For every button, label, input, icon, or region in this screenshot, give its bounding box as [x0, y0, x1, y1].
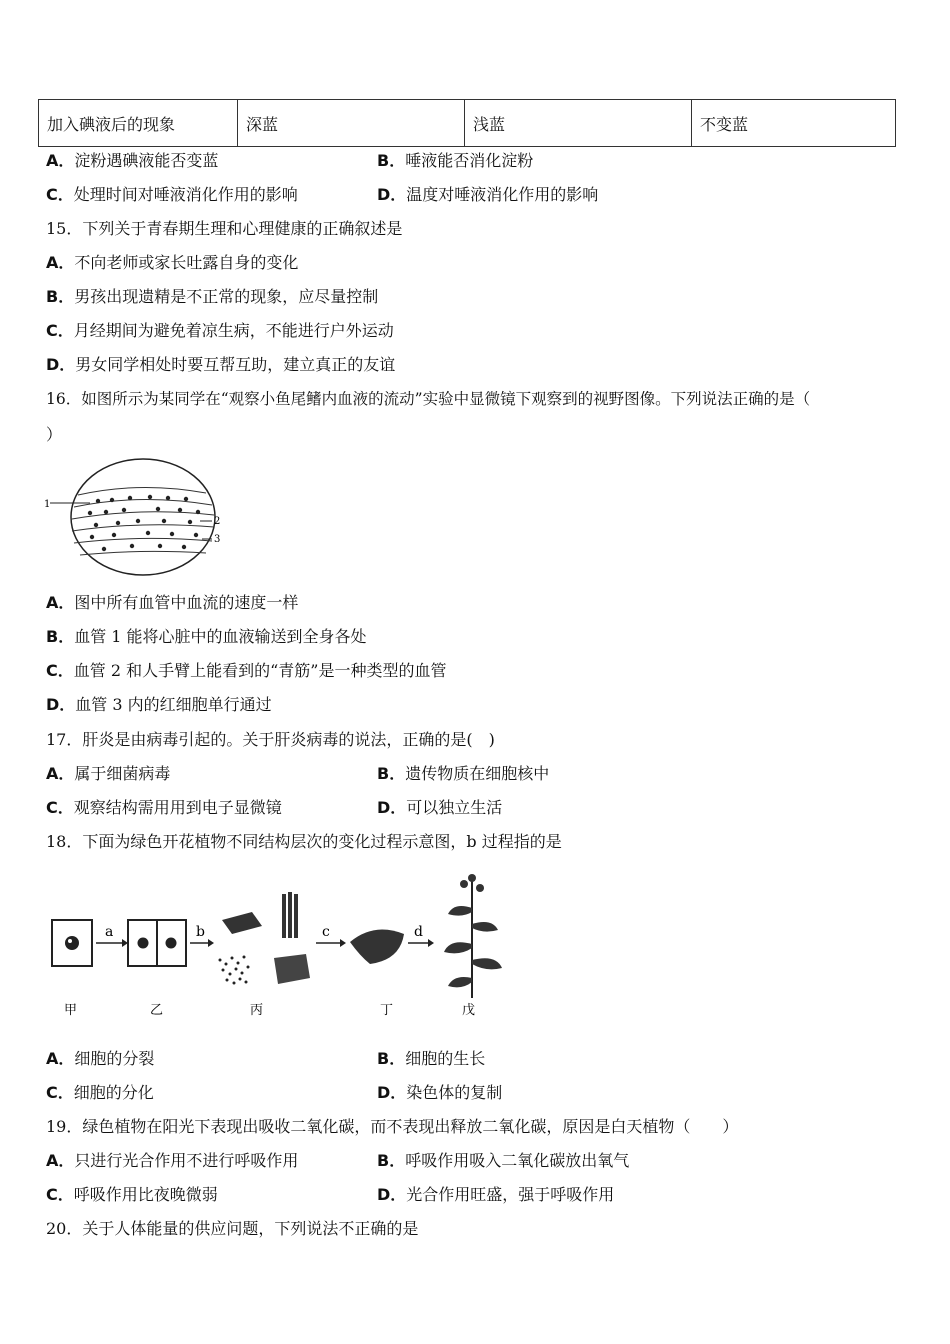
stage-label: 丁 [380, 1003, 394, 1018]
q16-stem: 16．如图所示为某同学在“观察小鱼尾鳍内血液的流动”实验中显微镜下观察到的视野图像。下列说法正确的是（ [46, 390, 811, 408]
figure-label: 1 [44, 499, 51, 510]
q16-option-d: D．血管 3 内的红细胞单行通过 [46, 695, 272, 714]
q17-option-a: A．属于细菌病毒 [46, 764, 171, 783]
arrow-label: a [105, 924, 114, 940]
result-table [38, 99, 896, 147]
q14-option-b: B．唾液能否消化淀粉 [377, 151, 534, 170]
q19-option-d: D．光合作用旺盛，强于呼吸作用 [377, 1185, 615, 1204]
q18-option-b: B．细胞的生长 [377, 1049, 486, 1068]
q20-stem: 20．关于人体能量的供应问题，下列说法不正确的是 [46, 1219, 419, 1238]
stage-label: 乙 [150, 1003, 164, 1018]
q18-option-a: A．细胞的分裂 [46, 1049, 155, 1068]
q18-option-d: D．染色体的复制 [377, 1083, 503, 1102]
q18-option-c: C．细胞的分化 [46, 1083, 154, 1102]
plant-structure-levels-figure [44, 868, 509, 1020]
q18-stem: 18．下面为绿色开花植物不同结构层次的变化过程示意图，b 过程指的是 [46, 832, 562, 851]
table-cell: 浅蓝 [465, 100, 692, 147]
q19-stem: 19．绿色植物在阳光下表现出吸收二氧化碳，而不表现出释放二氧化碳，原因是白天植物（ ） [46, 1117, 739, 1136]
stage-label: 戊 [462, 1003, 476, 1018]
arrow-label: c [322, 924, 330, 940]
q16-option-c: C．血管 2 和人手臂上能看到的“青筋”是一种类型的血管 [46, 661, 447, 680]
q19-option-b: B．呼吸作用吸入二氧化碳放出氧气 [377, 1151, 630, 1170]
stage-label: 甲 [64, 1003, 78, 1018]
q15-stem: 15．下列关于青春期生理和心理健康的正确叙述是 [46, 219, 403, 238]
q17-option-d: D．可以独立生活 [377, 798, 503, 817]
q19-option-c: C．呼吸作用比夜晚微弱 [46, 1185, 218, 1204]
q15-option-d: D．男女同学相处时要互帮互助，建立真正的友谊 [46, 355, 396, 374]
q17-option-c: C．观察结构需用用到电子显微镜 [46, 798, 282, 817]
q17-option-b: B．遗传物质在细胞核中 [377, 764, 550, 783]
table-cell: 加入碘液后的现象 [39, 100, 238, 147]
table-row [39, 100, 896, 147]
figure-label: 3 [214, 534, 221, 545]
q14-option-d: D．温度对唾液消化作用的影响 [377, 185, 599, 204]
arrow-label: d [414, 924, 423, 940]
stage-label: 丙 [250, 1003, 264, 1018]
q14-option-c: C．处理时间对唾液消化作用的影响 [46, 185, 298, 204]
figure-label: 2 [214, 516, 221, 527]
q16-stem-cont: ） [46, 425, 63, 444]
q16-option-a: A．图中所有血管中血流的速度一样 [46, 593, 299, 612]
q15-option-b: B．男孩出现遗精是不正常的现象，应尽量控制 [46, 287, 379, 306]
q15-option-a: A．不向老师或家长吐露自身的变化 [46, 253, 299, 272]
table-cell: 深蓝 [238, 100, 465, 147]
q14-option-a: A．淀粉遇碘液能否变蓝 [46, 151, 219, 170]
table-cell: 不变蓝 [692, 100, 896, 147]
q15-option-c: C．月经期间为避免着凉生病，不能进行户外运动 [46, 321, 394, 340]
fish-tail-microscope-figure [40, 455, 240, 580]
q17-stem: 17．肝炎是由病毒引起的。关于肝炎病毒的说法，正确的是( ) [46, 730, 495, 749]
q16-option-b: B．血管 1 能将心脏中的血液输送到全身各处 [46, 627, 367, 646]
arrow-label: b [196, 924, 205, 940]
q19-option-a: A．只进行光合作用不进行呼吸作用 [46, 1151, 299, 1170]
